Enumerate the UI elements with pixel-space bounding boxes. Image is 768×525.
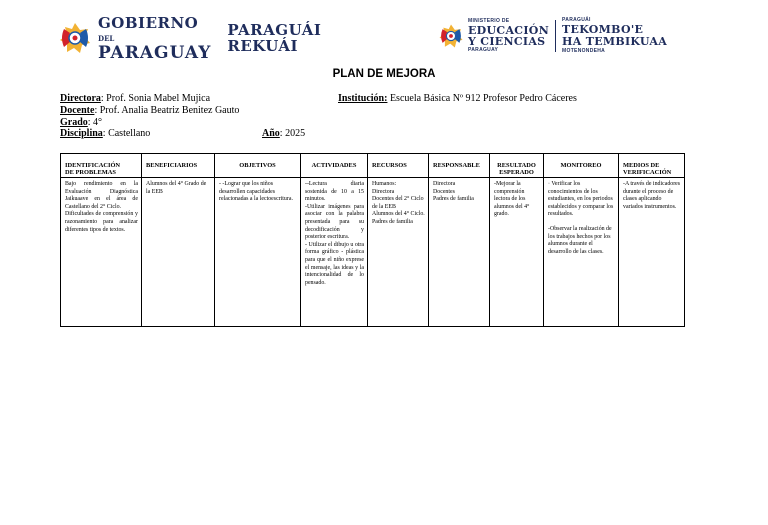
header-responsable: RESPONSABLE xyxy=(429,154,490,178)
docente-value: : Prof. Analia Beatriz Benitez Gauto xyxy=(94,105,240,116)
logo-divider-right xyxy=(555,20,556,52)
docente-label: Docente xyxy=(60,105,95,116)
cell-medios: -A través de indicadores durante el proceso de clases aplicando variados instrumentos. xyxy=(619,178,685,327)
paraguai-word: PARAGUÁI xyxy=(227,21,322,39)
y-ciencias-text: Y CIENCIAS xyxy=(468,35,546,48)
del-word: DEL xyxy=(98,33,115,43)
directora-label: Directora xyxy=(60,93,101,104)
header-objetivos: OBJETIVOS xyxy=(215,154,301,178)
cell-actividades: --Lectura diaria sostenida de 10 a 15 minutos. -Utilizar imágenes para asociar con la palabra presentada para su decodificación y posterior escritura. - Utilizar el dibujo u otra forma gráfico - plástica para que el niño exprese el mensaje, las ideas y la intencionalidad de lo pensado. xyxy=(301,178,368,327)
tekomboe-text: TEKOMBO'E xyxy=(562,23,644,36)
cell-objetivos: - -Lograr que los niños desarrollen capacidades relacionadas a la lectoescritura. xyxy=(215,178,301,327)
cell-recursos: Humanos: Directora Docentes del 2° Ciclo de la EEB Alumnos del 4° Ciclo. Padres de familia xyxy=(368,178,429,327)
institucion-line xyxy=(338,93,577,105)
ministerio-de-text: MINISTERIO DE xyxy=(468,18,510,24)
paraguay-word: PARAGUAY xyxy=(98,42,212,63)
plan-table xyxy=(60,153,685,327)
ministry-seal-icon xyxy=(438,23,464,49)
directora-line xyxy=(60,93,210,105)
anio-value: : 2025 xyxy=(279,128,306,139)
cell-identificacion: Bajo rendimiento en la Evaluación Diagnóstica Jaikuaave en el área de Castellano del 2° Ciclo. Dificultades de comprensión y razonamiento para analizar diferentes tipos de textos. xyxy=(61,178,142,327)
anio-line xyxy=(262,128,305,140)
gobierno-word: GOBIERNO xyxy=(98,13,199,32)
institucion-label: Institución: xyxy=(338,93,388,104)
mec-logo xyxy=(438,16,678,56)
header-recursos: RECURSOS xyxy=(368,154,429,178)
header-identificacion: IDENTIFICACIÓN DE PROBLEMAS xyxy=(61,154,142,178)
government-seal-icon xyxy=(58,21,92,55)
ha-tembikuaa-text: HA TEMBIKUAA xyxy=(562,35,668,48)
cell-beneficiarios: Alumnos del 4° Grado de la EEB xyxy=(142,178,215,327)
paraguai-small-text: PARAGUÁI xyxy=(562,17,591,23)
gobierno-logo xyxy=(58,13,322,63)
page-title: PLAN DE MEJORA xyxy=(332,68,436,80)
grado-label: Grado xyxy=(60,117,88,128)
header-beneficiarios: BENEFICIARIOS xyxy=(142,154,215,178)
cell-responsable: Directora Docentes Padres de familia xyxy=(429,178,490,327)
docente-line xyxy=(60,105,239,117)
cell-resultado: -Mejorar la comprensión lectora de los alumnos del 4° grado. xyxy=(490,178,544,327)
header-actividades: ACTIVIDADES xyxy=(301,154,368,178)
motenondeha-text: MOTENONDEHA xyxy=(562,48,606,54)
cell-monitoreo: · Verificar los conocimientos de los estudiantes, en los periodos establecidos y comparar los resultados. -Observar la realización de los trabajos hechos por los alumnos durante el desarrollo de las clases. xyxy=(544,178,619,327)
disciplina-label: Disciplina xyxy=(60,128,103,139)
institucion-value: Escuela Básica Nº 912 Profesor Pedro Cáceres xyxy=(387,93,577,104)
header-resultado: RESULTADO ESPERADO xyxy=(490,154,544,178)
disciplina-value: : Castellano xyxy=(102,128,151,139)
disciplina-line xyxy=(60,128,150,140)
header-monitoreo: MONITOREO xyxy=(544,154,619,178)
table-row xyxy=(61,178,685,327)
table-header-row xyxy=(61,154,685,178)
grado-value: : 4° xyxy=(87,117,103,128)
header-medios: MEDIOS DE VERIFICACIÓN xyxy=(619,154,685,178)
rekuai-word: REKUÁI xyxy=(227,37,299,55)
directora-value: : Prof. Sonia Mabel Mujica xyxy=(100,93,211,104)
paraguay-small-text: PARAGUAY xyxy=(468,47,499,53)
anio-label: Año xyxy=(262,128,280,139)
educacion-text: EDUCACIÓN xyxy=(468,24,550,37)
